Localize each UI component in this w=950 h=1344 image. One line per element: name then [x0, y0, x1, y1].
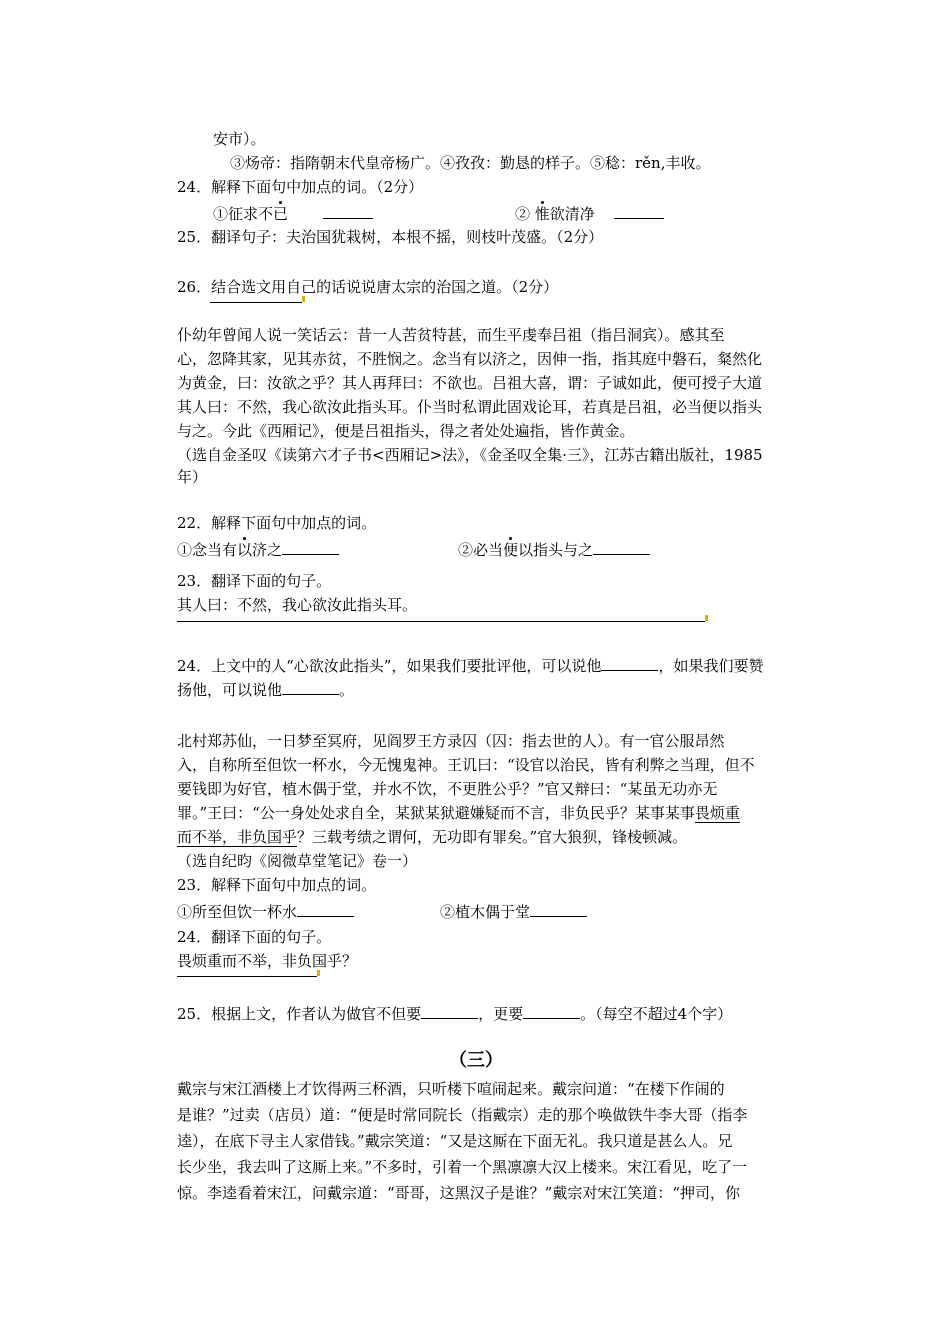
passage2-q23-sentence: 其人曰：不然，我心欲汝此指头耳。: [177, 596, 418, 614]
passage2-line-3: 为黄金，曰：汝欲之乎？其人再拜曰：不欲也。吕祖大喜，谓：子诚如此，便可授子大道: [177, 374, 763, 392]
passage3-q23-item-a: ①所至但饮一杯水: [177, 900, 354, 923]
passage2-line-5: 与之。今此《西厢记》，便是吕祖指头，得之者处处遍指，皆作黄金。: [177, 422, 635, 440]
passage3-line-1: 北村郑苏仙，一日梦至冥府，见阎罗王方录囚（囚：指去世的人）。有一官公服昂然: [177, 732, 725, 750]
section3-line-5: 惊。李逵看着宋江，问戴宗道：“哥哥，这黑汉子是谁？”戴宗对宋江笑道：“押司，你: [177, 1184, 741, 1202]
passage3-q23-item-b: ②植木偶于堂: [440, 900, 587, 923]
passage3-line-5: 而不举，非负国乎？三载考绩之谓何，无功即有罪矣。”官大狼狈，锋棱顿减。: [177, 828, 688, 846]
answer-blank[interactable]: [523, 1002, 580, 1019]
underlined-sentence-end: 而不举，非负国乎: [177, 828, 298, 846]
passage3-line-2: 入，自称所至但饮一杯水，今无愧鬼神。王讥曰：“设官以治民，皆有利弊之当理，但不: [177, 756, 755, 774]
answer-blank[interactable]: [323, 202, 373, 219]
answer-blank[interactable]: [614, 202, 664, 219]
passage2-line-4: 其人曰：不然，我心欲汝此指头耳。仆当时私谓此固戏论耳，若真是吕祖，必当便以指头: [177, 398, 763, 416]
edit-marker: [705, 615, 708, 621]
passage2-q22-item-b: ②必当便以指头与之: [458, 538, 650, 561]
question-24-item-a: ①征求不已: [213, 202, 373, 225]
section-title: （三）: [449, 1050, 503, 1071]
passage3-line-4: 罪。”王曰：“公一身处处求自全，某狱某狱避嫌疑而不言，非负民乎？某事某事畏烦重: [177, 804, 740, 822]
underlined-sentence-start: 畏烦重: [694, 804, 740, 822]
answer-blank[interactable]: [282, 538, 339, 555]
dotted-char: 便: [503, 541, 519, 559]
answer-blank[interactable]: [282, 678, 339, 695]
passage2-q22-item-a: ①念当有以济之: [177, 538, 339, 561]
answer-blank[interactable]: [421, 1002, 478, 1019]
passage3-source: （选自纪昀《阅微草堂笔记》卷一）: [177, 852, 418, 870]
note-line-1: 安市）。: [213, 130, 266, 148]
question-26-prompt: 26．结合选文用自己的话说说唐太宗的治国之道。（2分）: [177, 278, 559, 296]
section3-line-1: 戴宗与宋江酒楼上才饮得两三杯酒，只听楼下喧闹起来。戴宗问道：“在楼下作闹的: [177, 1080, 725, 1098]
note-line-2: ③炀帝：指隋朝末代皇帝杨广。④孜孜：勤恳的样子。⑤稔：rěn,丰收。: [230, 154, 711, 172]
answer-line[interactable]: [210, 302, 302, 303]
passage3-line-3: 要钱即为好官，植木偶于堂，并水不饮，不更胜公乎？”官又辩曰：“某虽无功亦无: [177, 780, 718, 798]
section3-line-2: 是谁？”过卖（店员）道：“便是时常同院长（指戴宗）走的那个唤做铁牛李大哥（指李: [177, 1106, 748, 1124]
edit-marker: [317, 970, 320, 976]
question-25-prompt: 25．翻译句子：夫治国犹栽树，本根不摇，则枝叶茂盛。（2分）: [177, 228, 604, 246]
section3-line-4: 长少坐，我去叫了这厮上来。”不多时，引着一个黑凛凛大汉上楼来。宋江看见，吃了一: [177, 1158, 748, 1176]
dotted-char: 惟: [534, 205, 550, 223]
question-24-item-b: ② 惟欲清净: [515, 202, 664, 225]
dotted-char: 以: [237, 541, 253, 559]
dotted-char: 已: [273, 205, 289, 223]
passage2-q24-line-2: 扬他，可以说他 。: [177, 678, 354, 701]
answer-blank[interactable]: [601, 654, 658, 671]
section3-line-3: 逵），在底下寻主人家借钱。”戴宗笑道：“又是这厮在下面无礼。我只道是甚么人。兄: [177, 1132, 733, 1150]
passage2-line-1: 仆幼年曾闻人说一笑话云：昔一人苦贫特甚，而生平虔奉吕祖（指吕洞宾）。感其至: [177, 326, 725, 344]
passage2-q22-prompt: 22．解释下面句中加点的词。: [177, 514, 377, 532]
answer-line[interactable]: [177, 976, 317, 977]
passage3-q24-sentence: 畏烦重而不举，非负国乎？: [177, 952, 358, 970]
passage2-source-2: 年）: [177, 468, 208, 486]
passage2-source-1: （选自金圣叹《读第六才子书<西厢记>法》，《金圣叹全集·三》，江苏古籍出版社，1985: [177, 446, 763, 464]
answer-line[interactable]: [177, 621, 705, 622]
passage3-q23-prompt: 23．解释下面句中加点的词。: [177, 876, 377, 894]
passage2-q23-prompt: 23．翻译下面的句子。: [177, 572, 332, 590]
passage2-q24-line-1: 24．上文中的人“心欲汝此指头”，如果我们要批评他，可以说他 ，如果我们要赞: [177, 654, 763, 677]
question-24-prompt: 24．解释下面句中加点的词。（2分）: [177, 178, 424, 196]
answer-blank[interactable]: [593, 538, 650, 555]
edit-marker: [302, 296, 305, 302]
answer-blank[interactable]: [297, 900, 354, 917]
passage3-q24-prompt: 24．翻译下面的句子。: [177, 928, 332, 946]
passage2-line-2: 心，忽降其家，见其赤贫，不胜悯之。念当有以济之，因伸一指，指其庭中磐石，粲然化: [177, 350, 763, 368]
answer-blank[interactable]: [530, 900, 587, 917]
passage3-q25: 25．根据上文，作者认为做官不但要 ，更要 。（每空不超过4个字）: [177, 1002, 732, 1025]
